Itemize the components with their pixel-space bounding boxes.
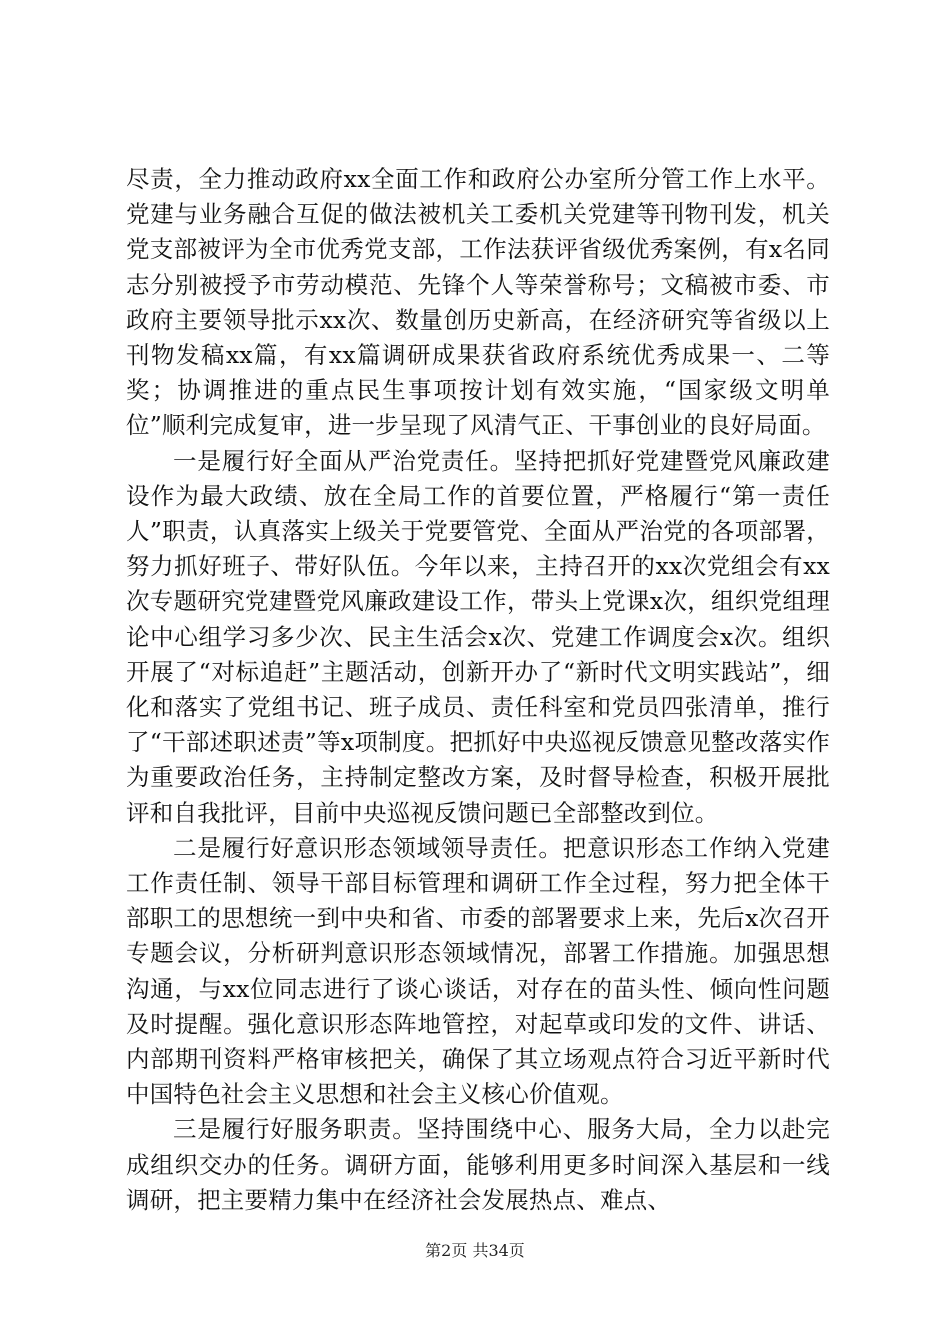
paragraph-service-duties: 三是履行好服务职责。坚持围绕中心、服务大局，全力以赴完成组织交办的任务。调研方面，能够利用更多时间深入基层和一线调研，把主要精力集中在经济社会发展热点、难点、 xyxy=(126,1115,830,1214)
document-body xyxy=(126,162,830,1218)
page-number-footer: 第2页 共34页 xyxy=(425,1241,525,1260)
paragraph-party-governance: 一是履行好全面从严治党责任。坚持把抓好党建暨党风廉政建设作为最大政绩、放在全局工作的首要位置，严格履行“第一责任人”职责，认真落实上级关于党要管党、全面从严治党的各项部署，努力抓好班子、带好队伍。今年以来，主持召开的xx次党组会有xx次专题研究党建暨党风廉政建设工作，带头上党课x次，组织党组理论中心组学习多少次、民主生活会x次、党建工作调度会x次。组织开展了“对标追赶”主题活动，创新开办了“新时代文明实践站”，细化和落实了党组书记、班子成员、责任科室和党员四张清单，推行了“干部述职述责”等x项制度。把抓好中央巡视反馈意见整改落实作为重要政治任务，主持制定整改方案，及时督导检查，积极开展批评和自我批评，目前中央巡视反馈问题已全部整改到位。 xyxy=(126,446,830,827)
paragraph-ideology: 二是履行好意识形态领域领导责任。把意识形态工作纳入党建工作责任制、领导干部目标管理和调研工作全过程，努力把全体干部职工的思想统一到中央和省、市委的部署要求上来，先后x次召开专题会议，分析研判意识形态领域情况，部署工作措施。加强思想沟通，与xx位同志进行了谈心谈话，对存在的苗头性、倾向性问题及时提醒。强化意识形态阵地管控，对起草或印发的文件、讲话、内部期刊资料严格审核把关，确保了其立场观点符合习近平新时代中国特色社会主义思想和社会主义核心价值观。 xyxy=(126,833,830,1109)
paragraph-intro: 尽责，全力推动政府xx全面工作和政府公办室所分管工作上水平。党建与业务融合互促的做法被机关工委机关党建等刊物刊发，机关党支部被评为全市优秀党支部，工作法获评省级优秀案例，有x名同志分别被授予市劳动模范、先锋个人等荣誉称号；文稿被市委、市政府主要领导批示xx次、数量创历史新高，在经济研究等省级以上刊物发稿xx篇，有xx篇调研成果获省政府系统优秀成果一、二等奖；协调推进的重点民生事项按计划有效实施，“国家级文明单位”顺利完成复审，进一步呈现了风清气正、干事创业的良好局面。 xyxy=(126,165,830,440)
